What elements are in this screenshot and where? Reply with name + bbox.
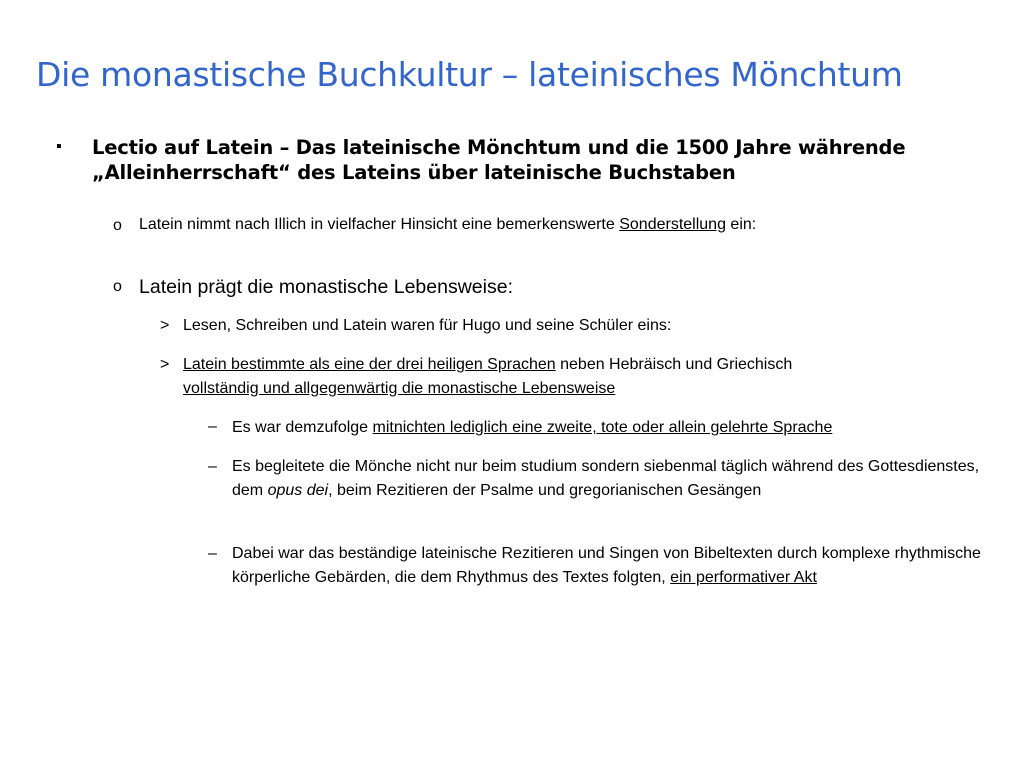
performativer-akt-underlined: ein performativer Akt (670, 568, 817, 586)
dash-item-text: Es war demzufolge (232, 419, 373, 436)
opus-dei-italic: opus dei (267, 481, 329, 499)
dash-item-text-after: , beim Rezitieren der Psalme und gregorianischen Gesängen (328, 481, 762, 499)
sonderstellung-underlined: Sonderstellung (619, 216, 726, 233)
lebensweise-underlined: vollständig und allgegenwärtig die monastische Lebensweise (183, 379, 616, 397)
item-marker-2: > (160, 356, 170, 373)
main-bullet-heading: Lectio auf Latein – Das lateinische Mönchtum und die 1500 Jahre währende „Alleinherrschaft“ des Lateins über lateinische Buchstaben (92, 136, 906, 184)
item-text-mid: neben Hebräisch und Griechisch (555, 356, 793, 373)
slide-title: Die monastische Buchkultur – lateinisches Mönchtum (36, 55, 903, 94)
item-heilige-sprachen (183, 353, 983, 400)
sub-bullet-lebensweise: Latein prägt die monastische Lebensweise: (139, 276, 513, 298)
zweite-sprache-underlined: mitnichten lediglich eine zweite, tote oder allein gelehrte Sprache (372, 419, 833, 436)
sub-bullet-marker-2: o (113, 278, 122, 295)
main-bullet-marker: ▪ (56, 138, 62, 155)
sub-bullet-text-end: ein: (725, 216, 757, 233)
dash-marker-1: – (208, 418, 217, 435)
dash-marker-2: – (208, 458, 217, 475)
dash-marker-3: – (208, 545, 217, 562)
sub-bullet-sonderstellung (139, 215, 756, 235)
sub-bullet-text: Latein nimmt nach Illich in vielfacher Hinsicht eine bemerkenswerte (139, 216, 620, 233)
item-marker-1: > (160, 317, 170, 334)
item-lesen-schreiben: Lesen, Schreiben und Latein waren für Hugo und seine Schüler eins: (183, 317, 672, 334)
dash-item-text-before: Es begleitete die Mönche nicht nur beim studium sondern siebenmal täglich während des Gottesdienstes, dem (232, 458, 980, 499)
dash-item-text-main: Dabei war das beständige lateinische Rezitieren und Singen von Bibeltexten durch komplexe rhythmische körperliche Gebärden, die dem Rhythmus des Textes folgten, (232, 545, 981, 586)
heilige-sprachen-underlined: Latein bestimmte als eine der drei heiligen Sprachen (183, 356, 556, 373)
sub-bullet-marker-1: o (113, 217, 122, 234)
dash-item-performativer-akt (232, 542, 992, 589)
dash-item-zweite-sprache (232, 416, 992, 440)
dash-item-opus-dei (232, 455, 992, 502)
